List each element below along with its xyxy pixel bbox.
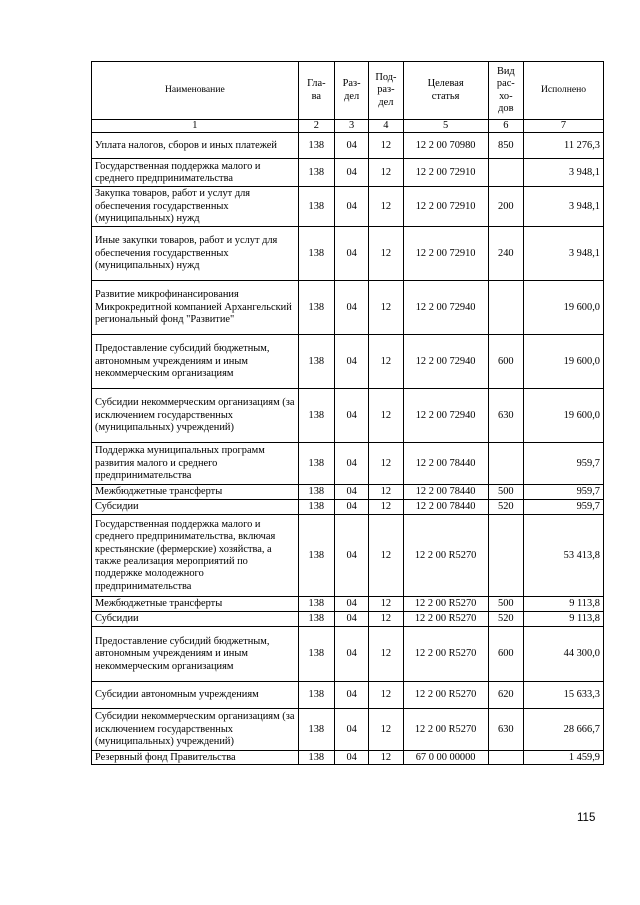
row-target-article: 12 2 00 78440 — [403, 443, 488, 485]
row-name: Иные закупки товаров, работ и услут для обеспечения государственных (муниципальных) нужд — [92, 227, 299, 281]
budget-table — [91, 61, 604, 765]
table-row — [92, 281, 604, 335]
row-name: Субсидии некоммерческим организациям (за исключением государственных (муниципальных) учреждений) — [92, 389, 299, 443]
row-executed: 3 948,1 — [523, 227, 603, 281]
row-subsection: 12 — [369, 335, 403, 389]
row-subsection: 12 — [369, 443, 403, 485]
table-row — [92, 133, 604, 159]
row-name: Межбюджетные трансферты — [92, 485, 299, 500]
row-name: Государственная поддержка малого и среднего предпринимательства — [92, 159, 299, 187]
row-subsection: 12 — [369, 159, 403, 187]
row-executed: 28 666,7 — [523, 709, 603, 751]
row-expense-type: 520 — [488, 612, 523, 627]
row-section: 04 — [335, 443, 369, 485]
column-number: 5 — [403, 120, 488, 133]
row-expense-type — [488, 515, 523, 597]
row-expense-type: 620 — [488, 682, 523, 709]
row-chapter: 138 — [298, 500, 334, 515]
row-executed: 53 413,8 — [523, 515, 603, 597]
row-section: 04 — [335, 515, 369, 597]
table-body — [92, 133, 604, 765]
header-section: Раз- дел — [335, 62, 369, 120]
row-expense-type: 240 — [488, 227, 523, 281]
row-chapter: 138 — [298, 335, 334, 389]
row-executed: 44 300,0 — [523, 627, 603, 682]
row-target-article: 12 2 00 72940 — [403, 335, 488, 389]
row-name: Субсидии — [92, 500, 299, 515]
row-executed: 959,7 — [523, 500, 603, 515]
row-chapter: 138 — [298, 443, 334, 485]
row-section: 04 — [335, 227, 369, 281]
row-target-article: 12 2 00 R5270 — [403, 627, 488, 682]
row-expense-type — [488, 443, 523, 485]
row-expense-type — [488, 159, 523, 187]
row-subsection: 12 — [369, 627, 403, 682]
row-executed: 19 600,0 — [523, 389, 603, 443]
row-chapter: 138 — [298, 709, 334, 751]
row-target-article: 12 2 00 78440 — [403, 485, 488, 500]
row-expense-type: 850 — [488, 133, 523, 159]
row-chapter: 138 — [298, 751, 334, 765]
table-row — [92, 751, 604, 765]
row-chapter: 138 — [298, 227, 334, 281]
column-number-row — [92, 120, 604, 133]
header-expense-type: Вид рас- хо- дов — [488, 62, 523, 120]
row-executed: 11 276,3 — [523, 133, 603, 159]
row-subsection: 12 — [369, 187, 403, 227]
row-name: Закупка товаров, работ и услут для обеспечения государственных (муниципальных) нужд — [92, 187, 299, 227]
table-row — [92, 485, 604, 500]
row-section: 04 — [335, 682, 369, 709]
row-chapter: 138 — [298, 281, 334, 335]
row-chapter: 138 — [298, 682, 334, 709]
row-target-article: 12 2 00 72910 — [403, 227, 488, 281]
row-name: Субсидии — [92, 612, 299, 627]
row-section: 04 — [335, 335, 369, 389]
row-chapter: 138 — [298, 389, 334, 443]
row-section: 04 — [335, 133, 369, 159]
row-name: Резервный фонд Правительства — [92, 751, 299, 765]
row-name: Государственная поддержка малого и среднего предпринимательства, включая крестьянские (фермерские) хозяйства, а также реализация мероприятий по поддержке молодежного предпринимательства — [92, 515, 299, 597]
row-expense-type — [488, 281, 523, 335]
table-row — [92, 627, 604, 682]
column-number: 4 — [369, 120, 403, 133]
row-expense-type: 200 — [488, 187, 523, 227]
row-subsection: 12 — [369, 500, 403, 515]
row-subsection: 12 — [369, 751, 403, 765]
row-target-article: 12 2 00 R5270 — [403, 682, 488, 709]
table-row — [92, 335, 604, 389]
row-name: Предоставление субсидий бюджетным, автономным учреждениям и иным некоммерческим организациям — [92, 335, 299, 389]
row-name: Поддержка муниципальных программ развития малого и среднего предпринимательства — [92, 443, 299, 485]
row-subsection: 12 — [369, 389, 403, 443]
column-number: 7 — [523, 120, 603, 133]
row-executed: 3 948,1 — [523, 159, 603, 187]
row-executed: 9 113,8 — [523, 597, 603, 612]
row-target-article: 12 2 00 R5270 — [403, 597, 488, 612]
page-number: 115 — [577, 812, 596, 824]
row-target-article: 12 2 00 72910 — [403, 159, 488, 187]
header-row — [92, 62, 604, 120]
row-name: Уплата налогов, сборов и иных платежей — [92, 133, 299, 159]
row-target-article: 12 2 00 72910 — [403, 187, 488, 227]
row-name: Предоставление субсидий бюджетным, автономным учреждениям и иным некоммерческим организациям — [92, 627, 299, 682]
header-subsection: Под- раз- дел — [369, 62, 403, 120]
column-number: 2 — [298, 120, 334, 133]
header-target-article: Целевая статья — [403, 62, 488, 120]
table-row — [92, 515, 604, 597]
row-subsection: 12 — [369, 227, 403, 281]
row-executed: 3 948,1 — [523, 187, 603, 227]
row-name: Субсидии некоммерческим организациям (за исключением государственных (муниципальных) учреждений) — [92, 709, 299, 751]
table-row — [92, 709, 604, 751]
row-subsection: 12 — [369, 612, 403, 627]
row-section: 04 — [335, 751, 369, 765]
table-row — [92, 443, 604, 485]
row-executed: 959,7 — [523, 485, 603, 500]
row-target-article: 67 0 00 00000 — [403, 751, 488, 765]
row-section: 04 — [335, 597, 369, 612]
header-name: Наименование — [92, 62, 299, 120]
row-expense-type: 630 — [488, 709, 523, 751]
column-number: 6 — [488, 120, 523, 133]
row-section: 04 — [335, 500, 369, 515]
row-section: 04 — [335, 709, 369, 751]
table-row — [92, 159, 604, 187]
row-executed: 1 459,9 — [523, 751, 603, 765]
row-target-article: 12 2 00 R5270 — [403, 709, 488, 751]
row-section: 04 — [335, 389, 369, 443]
row-target-article: 12 2 00 72940 — [403, 389, 488, 443]
row-executed: 15 633,3 — [523, 682, 603, 709]
row-subsection: 12 — [369, 281, 403, 335]
row-subsection: 12 — [369, 485, 403, 500]
row-expense-type: 600 — [488, 627, 523, 682]
row-section: 04 — [335, 485, 369, 500]
row-executed: 959,7 — [523, 443, 603, 485]
row-chapter: 138 — [298, 597, 334, 612]
header-chapter: Гла- ва — [298, 62, 334, 120]
row-subsection: 12 — [369, 515, 403, 597]
row-chapter: 138 — [298, 612, 334, 627]
table-row — [92, 612, 604, 627]
row-section: 04 — [335, 627, 369, 682]
row-executed: 19 600,0 — [523, 281, 603, 335]
column-number: 3 — [335, 120, 369, 133]
row-name: Развитие микрофинансирования Микрокредитной компанией Архангельский региональный фонд "Развитие" — [92, 281, 299, 335]
row-subsection: 12 — [369, 709, 403, 751]
row-expense-type — [488, 751, 523, 765]
row-target-article: 12 2 00 R5270 — [403, 612, 488, 627]
row-chapter: 138 — [298, 187, 334, 227]
row-target-article: 12 2 00 78440 — [403, 500, 488, 515]
row-executed: 19 600,0 — [523, 335, 603, 389]
row-target-article: 12 2 00 R5270 — [403, 515, 488, 597]
row-target-article: 12 2 00 72940 — [403, 281, 488, 335]
row-chapter: 138 — [298, 485, 334, 500]
table-row — [92, 682, 604, 709]
row-expense-type: 600 — [488, 335, 523, 389]
row-section: 04 — [335, 612, 369, 627]
row-subsection: 12 — [369, 682, 403, 709]
header-executed: Исполнено — [523, 62, 603, 120]
row-section: 04 — [335, 159, 369, 187]
table-row — [92, 389, 604, 443]
row-chapter: 138 — [298, 159, 334, 187]
table-row — [92, 227, 604, 281]
row-chapter: 138 — [298, 515, 334, 597]
table-row — [92, 187, 604, 227]
row-expense-type: 630 — [488, 389, 523, 443]
row-chapter: 138 — [298, 133, 334, 159]
row-expense-type: 500 — [488, 597, 523, 612]
row-executed: 9 113,8 — [523, 612, 603, 627]
table-row — [92, 500, 604, 515]
row-name: Межбюджетные трансферты — [92, 597, 299, 612]
row-subsection: 12 — [369, 597, 403, 612]
table-row — [92, 597, 604, 612]
row-target-article: 12 2 00 70980 — [403, 133, 488, 159]
row-chapter: 138 — [298, 627, 334, 682]
row-expense-type: 520 — [488, 500, 523, 515]
column-number: 1 — [92, 120, 299, 133]
row-section: 04 — [335, 281, 369, 335]
row-name: Субсидии автономным учреждениям — [92, 682, 299, 709]
row-subsection: 12 — [369, 133, 403, 159]
row-section: 04 — [335, 187, 369, 227]
row-expense-type: 500 — [488, 485, 523, 500]
